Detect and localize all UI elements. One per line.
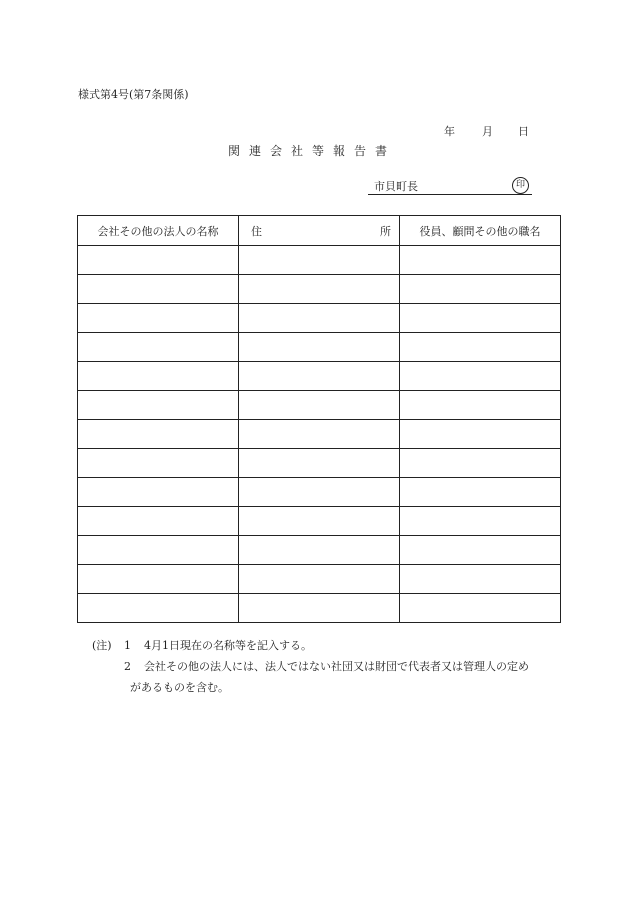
- date-year[interactable]: 年: [444, 125, 455, 138]
- table-row: [78, 507, 561, 536]
- cell-company-name[interactable]: [78, 304, 239, 333]
- table-row: [78, 449, 561, 478]
- seal-icon: 印: [512, 177, 529, 194]
- cell-company-name[interactable]: [78, 478, 239, 507]
- table-header-row: [78, 216, 561, 246]
- addressee-line: [368, 176, 532, 195]
- cell-address[interactable]: [239, 362, 400, 391]
- cell-company-name[interactable]: [78, 594, 239, 623]
- cell-address[interactable]: [239, 565, 400, 594]
- form-number: 様式第4号(第7条関係): [78, 88, 189, 101]
- cell-role[interactable]: [400, 275, 561, 304]
- table-row: [78, 246, 561, 275]
- cell-role[interactable]: [400, 449, 561, 478]
- table-row: [78, 478, 561, 507]
- cell-address[interactable]: [239, 536, 400, 565]
- cell-address[interactable]: [239, 391, 400, 420]
- cell-role[interactable]: [400, 246, 561, 275]
- cell-role[interactable]: [400, 391, 561, 420]
- cell-role[interactable]: [400, 507, 561, 536]
- cell-role[interactable]: [400, 594, 561, 623]
- cell-address[interactable]: [239, 333, 400, 362]
- table-body: [78, 246, 561, 623]
- document-title: 関連会社等報告書: [228, 144, 397, 158]
- date-day[interactable]: 日: [518, 125, 529, 138]
- related-company-table: [77, 215, 561, 623]
- cell-role[interactable]: [400, 304, 561, 333]
- cell-address[interactable]: [239, 449, 400, 478]
- cell-role[interactable]: [400, 565, 561, 594]
- cell-address[interactable]: [239, 420, 400, 449]
- table-row: [78, 420, 561, 449]
- note-text: 4月1日現在の名称等を記入する。: [144, 639, 312, 652]
- cell-company-name[interactable]: [78, 333, 239, 362]
- cell-role[interactable]: [400, 420, 561, 449]
- addressee-name: 市貝町長: [374, 180, 418, 193]
- cell-company-name[interactable]: [78, 507, 239, 536]
- table-row: [78, 594, 561, 623]
- cell-company-name[interactable]: [78, 362, 239, 391]
- date-line: [444, 123, 529, 139]
- cell-company-name[interactable]: [78, 391, 239, 420]
- cell-company-name[interactable]: [78, 449, 239, 478]
- cell-address[interactable]: [239, 594, 400, 623]
- cell-company-name[interactable]: [78, 565, 239, 594]
- note-number: 1: [124, 639, 131, 652]
- header-company-name: 会社その他の法人の名称: [78, 216, 239, 246]
- note-number: 2: [124, 660, 131, 673]
- header-address-right: 所: [380, 224, 391, 238]
- cell-role[interactable]: [400, 536, 561, 565]
- table-row: [78, 275, 561, 304]
- cell-address[interactable]: [239, 478, 400, 507]
- cell-role[interactable]: [400, 333, 561, 362]
- table-row: [78, 362, 561, 391]
- cell-address[interactable]: [239, 507, 400, 536]
- cell-role[interactable]: [400, 478, 561, 507]
- cell-company-name[interactable]: [78, 275, 239, 304]
- cell-address[interactable]: [239, 246, 400, 275]
- header-role: 役員、顧問その他の職名: [400, 216, 561, 246]
- note-text-continuation: があるものを含む。: [130, 681, 229, 694]
- cell-address[interactable]: [239, 304, 400, 333]
- date-month[interactable]: 月: [482, 125, 493, 138]
- note-text: 会社その他の法人には、法人ではない社団又は財団で代表者又は管理人の定め: [144, 660, 529, 673]
- cell-company-name[interactable]: [78, 536, 239, 565]
- table-row: [78, 565, 561, 594]
- header-address-left: 住: [251, 224, 262, 238]
- cell-address[interactable]: [239, 275, 400, 304]
- header-address: [239, 216, 400, 246]
- table-row: [78, 391, 561, 420]
- table-row: [78, 333, 561, 362]
- notes-label: (注): [92, 639, 112, 652]
- table-row: [78, 304, 561, 333]
- cell-company-name[interactable]: [78, 420, 239, 449]
- cell-company-name[interactable]: [78, 246, 239, 275]
- table-row: [78, 536, 561, 565]
- cell-role[interactable]: [400, 362, 561, 391]
